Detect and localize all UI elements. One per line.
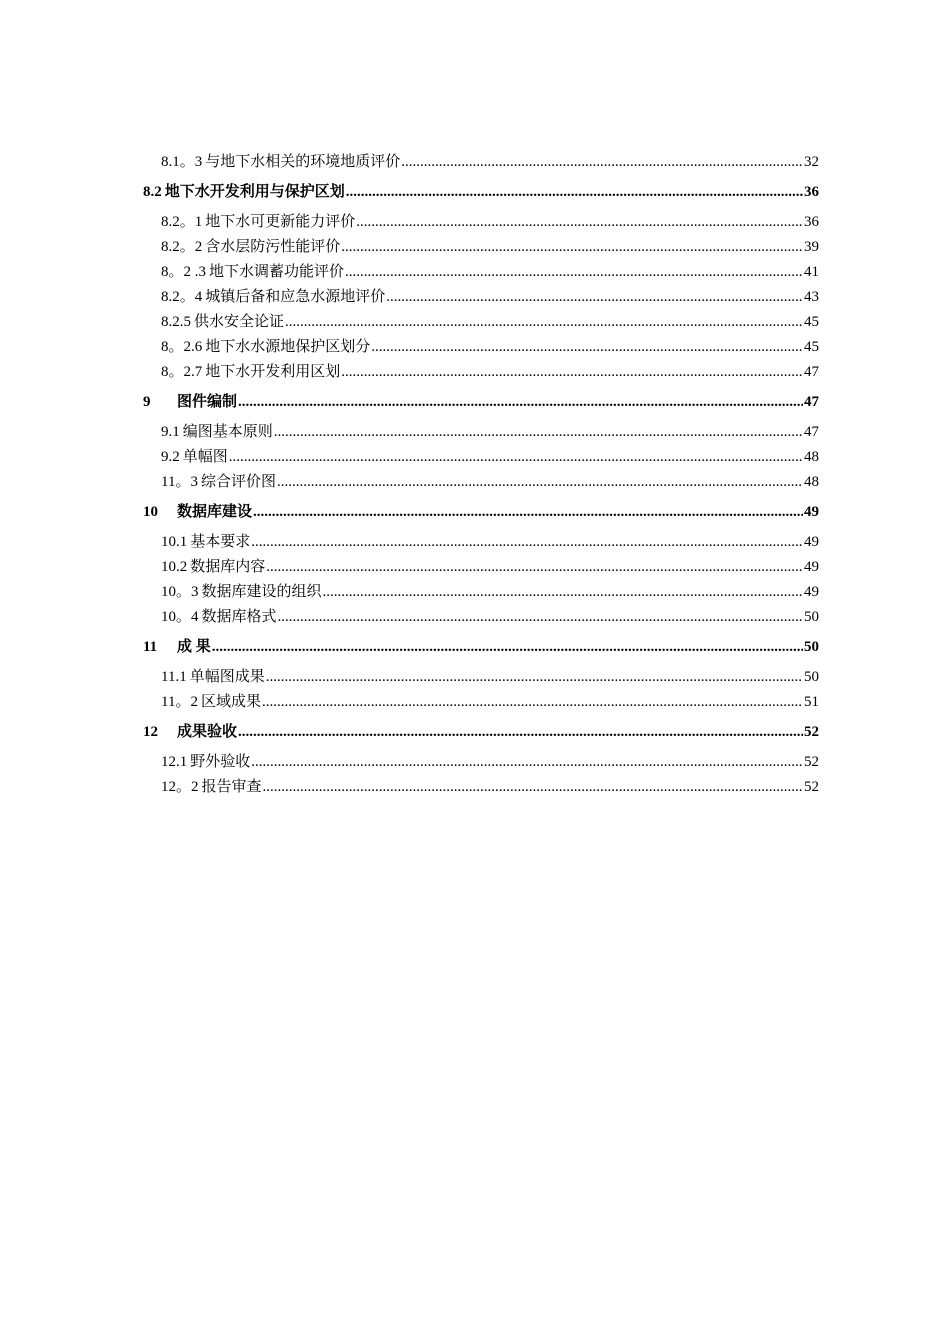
toc-section-entry[interactable] [143, 555, 819, 580]
dot-leader [251, 530, 803, 555]
toc-section-entry[interactable] [143, 310, 819, 335]
dot-leader [323, 580, 803, 605]
dot-leader [341, 235, 803, 260]
entry-page-number: 50 [804, 639, 819, 655]
dot-leader [401, 150, 803, 175]
entry-number: 8.1。3 [161, 154, 203, 170]
entry-page-number: 41 [804, 264, 819, 280]
entry-page-number: 48 [804, 474, 819, 490]
entry-page-number: 47 [804, 394, 819, 410]
toc-section-entry[interactable] [143, 235, 819, 260]
entry-title: 单幅图 [182, 449, 228, 465]
dot-leader [345, 260, 803, 285]
entry-page-number: 49 [804, 504, 819, 520]
toc-chapter-entry[interactable] [143, 635, 819, 660]
entry-title: 基本要求 [190, 534, 251, 550]
entry-number: 8。2 .3 [161, 264, 207, 280]
entry-page-number: 36 [804, 214, 819, 230]
entry-page-number: 52 [804, 724, 819, 740]
dot-leader [277, 470, 803, 495]
entry-title: 数据库内容 [190, 559, 266, 575]
entry-title: 与地下水相关的环境地质评价 [205, 154, 401, 170]
toc-section-entry[interactable] [143, 775, 819, 800]
entry-title: 报告审查 [201, 779, 262, 795]
toc-chapter-entry[interactable] [143, 720, 819, 745]
entry-number: 12。2 [161, 779, 199, 795]
toc-section-entry[interactable] [143, 210, 819, 235]
entry-page-number: 47 [804, 424, 819, 440]
entry-title: 数据库格式 [201, 609, 277, 625]
entry-page-number: 32 [804, 154, 819, 170]
entry-title: 地下水调蓄功能评价 [209, 264, 345, 280]
entry-page-number: 51 [804, 694, 819, 710]
entry-number: 8.2 [143, 184, 162, 200]
entry-number: 8.2。4 [161, 289, 203, 305]
entry-page-number: 36 [804, 184, 819, 200]
dot-leader [263, 775, 803, 800]
entry-title: 地下水可更新能力评价 [205, 214, 356, 230]
toc-section-entry[interactable] [143, 285, 819, 310]
toc-chapter-entry[interactable] [143, 390, 819, 415]
entry-title: 区域成果 [200, 694, 261, 710]
entry-number: 11。3 [161, 474, 198, 490]
entry-page-number: 43 [804, 289, 819, 305]
entry-number: 12 [143, 724, 158, 740]
toc-chapter-entry[interactable] [143, 500, 819, 525]
toc-section-entry[interactable] [143, 445, 819, 470]
toc-section-entry[interactable] [143, 150, 819, 175]
dot-leader [229, 445, 803, 470]
dot-leader [341, 360, 803, 385]
entry-number: 8.2。2 [161, 239, 203, 255]
entry-number: 10.1 [161, 534, 188, 550]
entry-title: 野外验收 [190, 754, 251, 770]
entry-title: 成果验收 [177, 724, 238, 740]
entry-title: 地下水水源地保护区划分 [205, 339, 371, 355]
dot-leader [356, 210, 803, 235]
toc-chapter-entry[interactable] [143, 180, 819, 205]
dot-leader [212, 635, 803, 660]
dot-leader [266, 555, 803, 580]
entry-page-number: 52 [804, 779, 819, 795]
entry-number: 8.2.5 [161, 314, 191, 330]
entry-page-number: 45 [804, 314, 819, 330]
entry-title: 图件编制 [177, 394, 238, 410]
toc-section-entry[interactable] [143, 335, 819, 360]
toc-section-entry[interactable] [143, 580, 819, 605]
toc-section-entry[interactable] [143, 420, 819, 445]
entry-number: 9 [143, 394, 151, 410]
dot-leader [253, 500, 803, 525]
entry-title: 地下水开发利用区划 [205, 364, 341, 380]
dot-leader [251, 750, 803, 775]
entry-page-number: 52 [804, 754, 819, 770]
entry-number: 8.2。1 [161, 214, 203, 230]
entry-number: 10.2 [161, 559, 188, 575]
entry-title: 成 果 [177, 639, 211, 655]
toc-section-entry[interactable] [143, 530, 819, 555]
entry-page-number: 48 [804, 449, 819, 465]
entry-number: 10。4 [161, 609, 199, 625]
toc-section-entry[interactable] [143, 360, 819, 385]
dot-leader [262, 690, 803, 715]
entry-number: 10。3 [161, 584, 199, 600]
dot-leader [278, 605, 803, 630]
entry-title: 编图基本原则 [182, 424, 273, 440]
entry-page-number: 39 [804, 239, 819, 255]
entry-page-number: 49 [804, 534, 819, 550]
entry-page-number: 50 [804, 609, 819, 625]
toc-section-entry[interactable] [143, 690, 819, 715]
entry-title: 含水层防污性能评价 [205, 239, 341, 255]
toc-section-entry[interactable] [143, 470, 819, 495]
entry-number: 10 [143, 504, 158, 520]
entry-page-number: 47 [804, 364, 819, 380]
table-of-contents [143, 150, 819, 800]
entry-page-number: 49 [804, 584, 819, 600]
entry-title: 数据库建设 [177, 504, 253, 520]
entry-number: 8。2.7 [161, 364, 203, 380]
dot-leader [274, 420, 803, 445]
entry-title: 综合评价图 [200, 474, 276, 490]
entry-title: 城镇后备和应急水源地评价 [205, 289, 386, 305]
entry-page-number: 50 [804, 669, 819, 685]
dot-leader [285, 310, 803, 335]
entry-page-number: 49 [804, 559, 819, 575]
dot-leader [238, 720, 803, 745]
dot-leader [346, 180, 803, 205]
entry-page-number: 45 [804, 339, 819, 355]
entry-title: 地下水开发利用与保护区划 [164, 184, 345, 200]
entry-title: 供水安全论证 [194, 314, 285, 330]
dot-leader [238, 390, 803, 415]
entry-title: 单幅图成果 [189, 669, 265, 685]
entry-number: 8。2.6 [161, 339, 203, 355]
entry-number: 12.1 [161, 754, 188, 770]
toc-section-entry[interactable] [143, 750, 819, 775]
toc-section-entry[interactable] [143, 605, 819, 630]
entry-title: 数据库建设的组织 [201, 584, 322, 600]
dot-leader [386, 285, 803, 310]
dot-leader [266, 665, 803, 690]
entry-number: 11。2 [161, 694, 198, 710]
toc-section-entry[interactable] [143, 260, 819, 285]
toc-section-entry[interactable] [143, 665, 819, 690]
entry-number: 9.1 [161, 424, 180, 440]
entry-number: 11 [143, 639, 158, 655]
entry-number: 9.2 [161, 449, 180, 465]
dot-leader [371, 335, 803, 360]
entry-number: 11.1 [161, 669, 187, 685]
